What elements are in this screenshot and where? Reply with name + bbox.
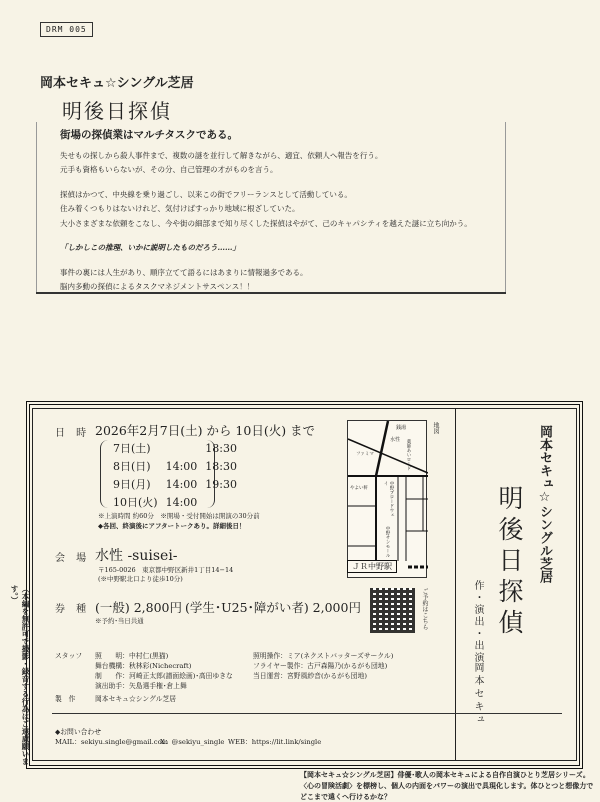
ticket-general: (一般) 2,800円 bbox=[95, 600, 183, 615]
schedule-row: 7日(土) 18:30 bbox=[113, 441, 237, 455]
staff-item: 照 明：中村仁(黒猫) bbox=[95, 652, 169, 660]
venue-address: 〒165-0026 東京都中野区新井1丁目14−14 bbox=[98, 566, 234, 574]
map-road: 薬師あいロード bbox=[406, 439, 411, 471]
contact-web[interactable]: WEB：https://lit.link/single bbox=[228, 738, 322, 746]
schedule-row: 9日(月) 14:00 19:30 bbox=[113, 477, 237, 491]
contact-divider bbox=[52, 713, 562, 714]
staff-label: スタッフ bbox=[55, 652, 83, 660]
intro-headline: 街場の探偵業はマルチタスクである。 bbox=[60, 129, 238, 141]
map-famima: ファミマ bbox=[356, 452, 374, 457]
intro-line: 大小さまざまな依頼をこなし、今や街の細部まで知り尽くした探偵はやがて、己のキャパシティを越えた謎に立ち向かう。 bbox=[60, 218, 472, 228]
map-label: 地図 bbox=[432, 422, 439, 434]
intro-line: 失せもの探しから殺人事件まで、複数の謎を並行して解きながら、適宜、依頼人へ報告を行う。 bbox=[60, 150, 383, 160]
intro-line: 脳内多動の探偵によるタスクマネジメントサスペンス！！ bbox=[60, 282, 255, 291]
contact-mail[interactable]: MAIL：sekiyu.single@gmail.com bbox=[55, 738, 169, 746]
intro-line: 住み着くつもりはないけれど、気付けばすっかり地域に根ざしていた。 bbox=[60, 204, 300, 213]
contact-label: ◆お問い合わせ bbox=[55, 728, 102, 736]
intro-quote: 「しかしこの推理、いかに説明したものだろう……」 bbox=[60, 243, 240, 252]
map-yayoi: やよい軒 bbox=[350, 486, 368, 491]
side-title: 明後日探偵 bbox=[495, 485, 524, 640]
intro-line: 探偵はかつて、中央線を乗り過ごし、以来この街でフリーランスとして活動している。 bbox=[60, 189, 352, 199]
schedule-row: 8日(日) 14:00 18:30 bbox=[113, 459, 237, 473]
datetime-label: 日 時 bbox=[55, 428, 91, 439]
aftertalk-note: ◆各回、終演後にアフタートークあり。詳細後日！ bbox=[98, 522, 246, 530]
troupe-caption: 【岡本セキュ☆シングル芝居】俳優･歌人の岡本セキュによる自作自演ひとり芝居シリーズ。〈心の冒険活劇〉を標榜し、個人の内面をパワーの演出で具現化します。体ひとつと想像力でどこまで遠くへ行けるかな？ bbox=[300, 770, 594, 801]
staff-left bbox=[95, 651, 233, 691]
schedule bbox=[100, 440, 237, 509]
datetime-note: ※上演時間 約60分 ※開場・受付開始は開演の30分前 bbox=[98, 512, 260, 520]
datetime-range: 2026年2月7日(土) から 10日(火) まで bbox=[95, 423, 316, 438]
intro-line: 事件の裏には人生があり、順序立てて語るにはあまりに情報過多である。 bbox=[60, 267, 308, 277]
schedule-row: 10日(火) 14:00 bbox=[113, 495, 198, 509]
staff-item: 演出助手：矢島選手権･倉上舞 bbox=[95, 682, 187, 690]
ticket-note: ※予約･当日共通 bbox=[95, 617, 144, 625]
map-sunmall: 中野サンモール bbox=[385, 526, 390, 558]
map-station: ＪＲ中野駅 bbox=[347, 560, 397, 573]
staff-item: 当日運営：宮野風紗音(かるがも団地) bbox=[253, 672, 368, 680]
tickets-label: 券 種 bbox=[55, 604, 91, 615]
side-credit: 作・演出・出演 bbox=[472, 580, 483, 664]
map bbox=[347, 420, 427, 578]
staff-item: 制 作：河崎正太郎(譜面絵画)･高田ゆきな bbox=[95, 672, 233, 680]
side-author: 岡本セキュ bbox=[472, 662, 483, 727]
production-value: 岡本セキュ☆シングル芝居 bbox=[95, 695, 177, 703]
map-sento: 銭湯 bbox=[396, 425, 407, 431]
side-troupe: 岡本セキュ☆シングル芝居 bbox=[537, 425, 552, 583]
contact-x[interactable]: X：@sekiyu_single bbox=[160, 738, 225, 746]
map-venue-marker: 水性 bbox=[390, 437, 401, 443]
map-broadway: 中野ブロードウェイ bbox=[383, 481, 394, 517]
staff-item: フライヤー製作：古戸森陽乃(かるがも団地) bbox=[253, 662, 388, 670]
intro-text bbox=[60, 128, 500, 295]
ticket-discount: (学生･U25･障がい者) 2,000円 bbox=[185, 600, 361, 615]
production-label: 製 作 bbox=[55, 695, 76, 703]
staff-right bbox=[253, 651, 393, 681]
code-badge: DRM 005 bbox=[40, 22, 93, 37]
venue-access: (※中野駅北口より徒歩10分) bbox=[98, 575, 183, 583]
staff-item: 照明操作：ミア(ネクストバッターズサークル) bbox=[253, 652, 394, 660]
venue-label: 会 場 bbox=[55, 553, 91, 564]
troupe-name: 岡本セキュ☆シングル芝居 bbox=[40, 76, 194, 91]
qr-code[interactable] bbox=[370, 588, 415, 633]
intro-line: 元手も資格もいらないが、その分、自己管理の才がものを言う。 bbox=[60, 165, 278, 174]
page-title: 明後日探偵 bbox=[62, 99, 172, 123]
staff-item: 舞台機構：秋林彩(Nichecraft) bbox=[95, 662, 192, 670]
reserve-label: ご予約はこちら bbox=[421, 588, 428, 630]
recording-notice: （本編を無許可で撮影・録音する行為はご遠慮願います。） bbox=[10, 585, 30, 765]
divider bbox=[455, 408, 456, 761]
venue-name: 水性 -suisei- bbox=[95, 548, 178, 564]
